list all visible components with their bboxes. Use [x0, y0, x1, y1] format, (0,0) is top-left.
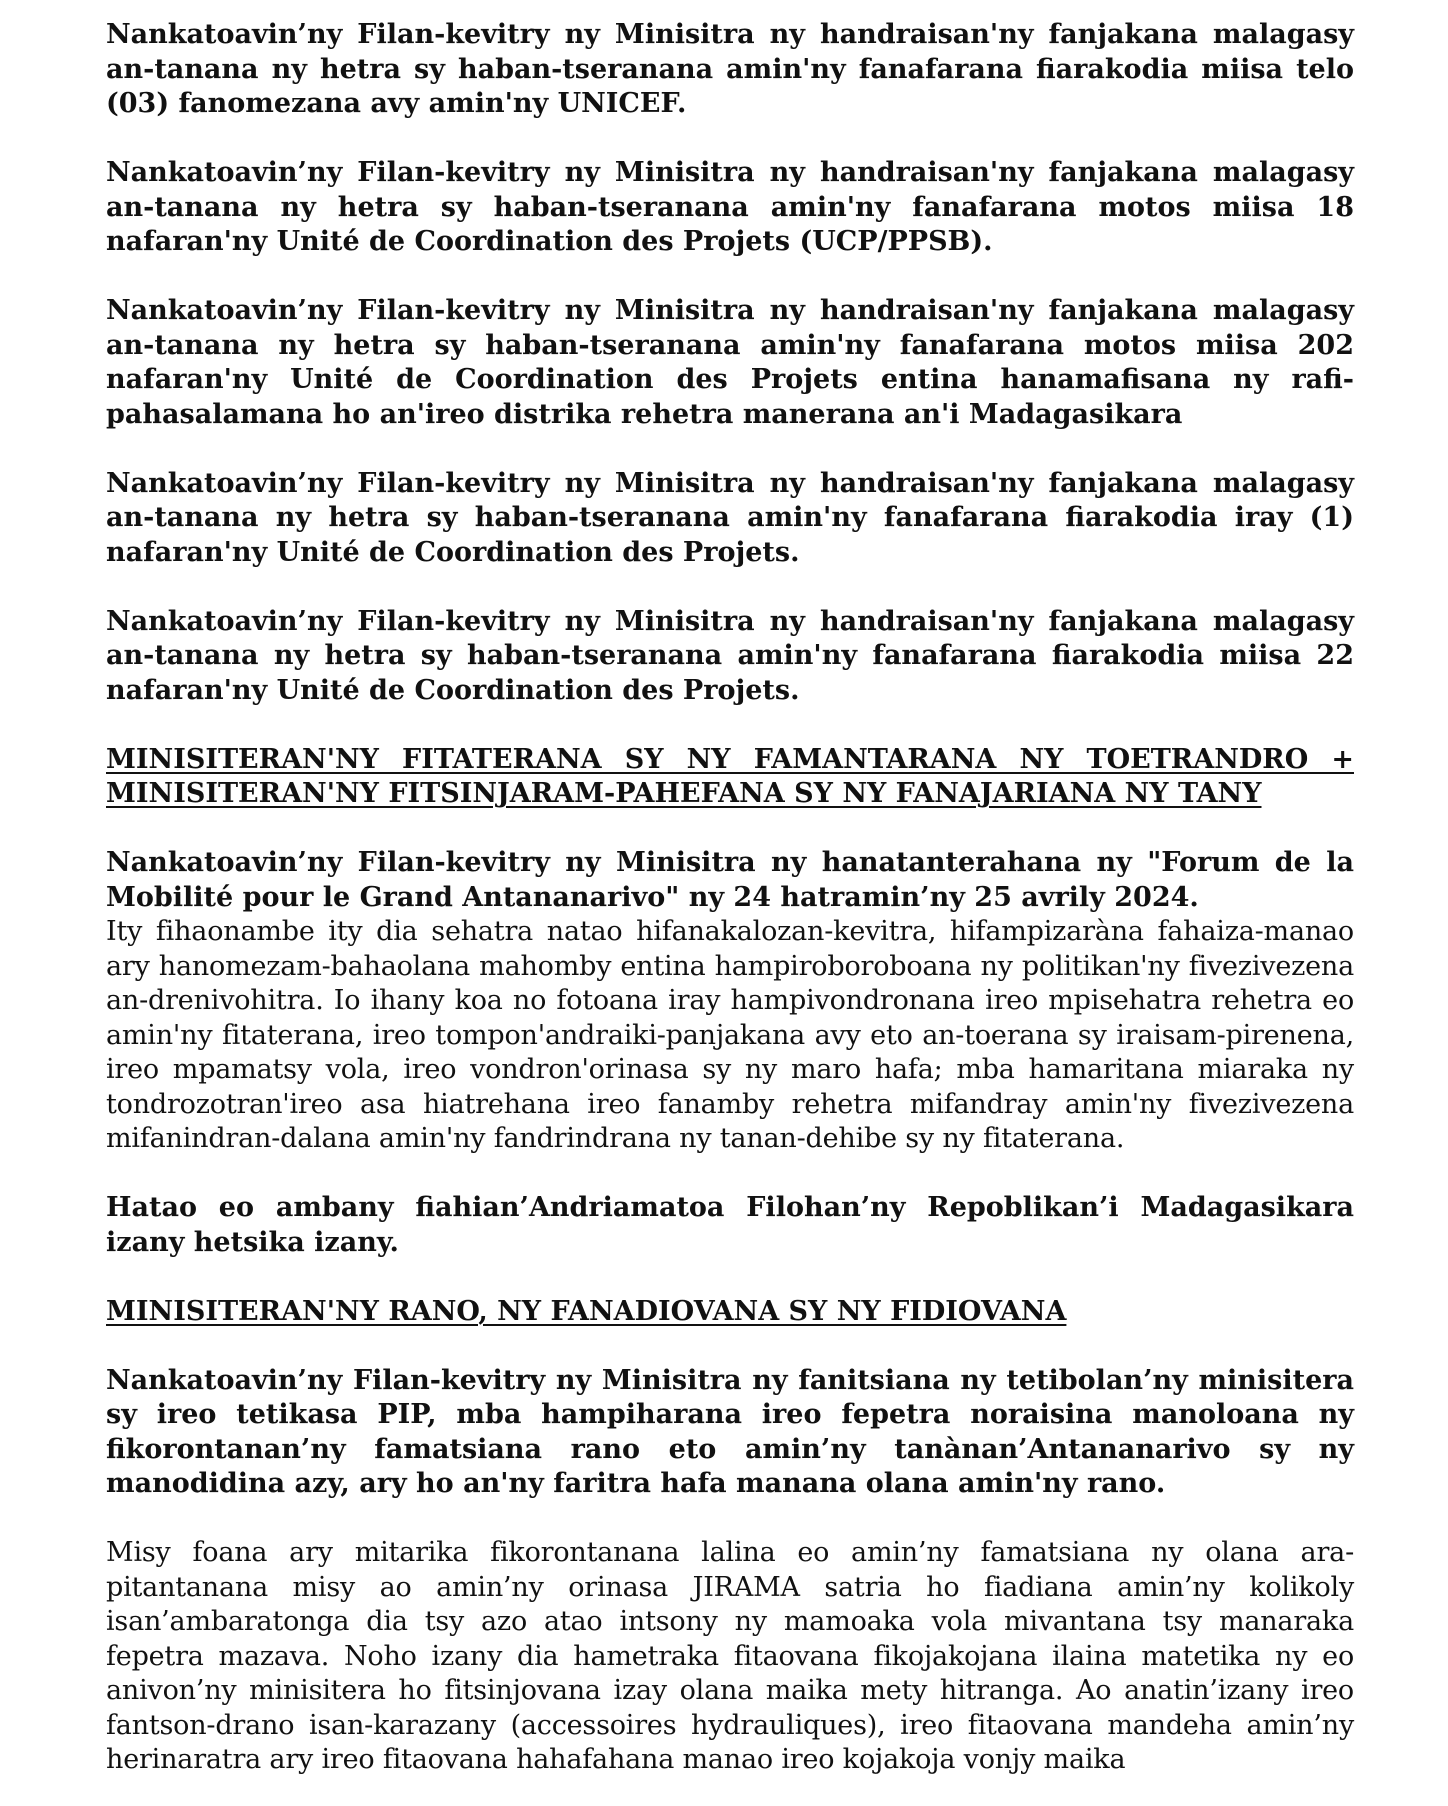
spacer: [106, 122, 1354, 157]
paragraph-ucp-motos-202: Nankatoavin’ny Filan-kevitry ny Minisitra ny handraisan'ny fanjakana malagasy an-tanana ny hetra sy haban-tseranana amin'ny fanafarana motos miisa 202 nafaran'ny Unité de Coordination des Projets entina hanamafisana ny rafi-pahasalamana ho an'ireo distrika rehetra manerana an'i Madagasikara: [106, 295, 1354, 430]
section-heading-water: MINISITERAN'NY RANO, NY FANADIOVANA SY NY FIDIOVANA: [106, 1295, 1067, 1327]
spacer: [106, 260, 1354, 295]
paragraph-forum-description: Ity fihaonambe ity dia sehatra natao hifanakalozan-kevitra, hifampizaràna fahaiza-manao ary hanomezam-bahaolana mahomby entina hampiroboroboana ny politikan'ny fivezivezena an-drenivohitra. Io ihany koa no fotoana iray hampivondronana ireo mpisehatra rehetra eo amin'ny fitaterana, ireo tompon'andraiki-panjakana avy eto an-toerana sy iraisam-pirenena, ireo mpamatsy vola, ireo vondron'orinasa sy ny maro hafa; mba hamaritana miaraka ny tondrozotran'ireo asa hiatrehana ireo fanamby rehetra mifandray amin'ny fivezivezena mifanindran-dalana amin'ny fandrindrana ny tanan-dehibe sy ny fitaterana.: [106, 916, 1354, 1154]
paragraph-mobility-forum: Nankatoavin’ny Filan-kevitry ny Minisitra ny hanatanterahana ny "Forum de la Mobilité pour le Grand Antananarivo" ny 24 hatramin’ny 25 avrily 2024.: [106, 847, 1354, 913]
document-page: [106, 18, 1354, 1778]
paragraph-jirama-issues: Misy foana ary mitarika fikorontanana lalina eo amin’ny famatsiana ny olana ara-pitantanana misy ao amin’ny orinasa JIRAMA satria ho fiadiana amin’ny kolikoly isan’ambaratonga dia tsy azo atao intsony ny mamoaka vola mivantana tsy manaraka fepetra mazava. Noho izany dia hametraka fitaovana fikojakojana ilaina matetika ny eo anivon’ny minisitera ho fitsinjovana izay olana maika mety hitranga. Ao anatin’izany ireo fantson-drano isan-karazany (accessoires hydrauliques), ireo fitaovana mandeha amin’ny herinaratra ary ireo fitaovana hahafahana manao ireo kojakoja vonjy maika: [106, 1537, 1354, 1775]
paragraph-budget-revision: Nankatoavin’ny Filan-kevitry ny Minisitra ny fanitsiana ny tetibolan’ny minisitera sy ireo tetikasa PIP, mba hampiharana ireo fepetra noraisina manoloana ny fikorontanan’ny famatsiana rano eto amin’ny tanànan’Antananarivo sy ny manodidina azy, ary ho an'ny faritra hafa manana olana amin'ny rano.: [106, 1364, 1354, 1499]
spacer: [106, 1157, 1354, 1192]
section-heading-transport: MINISITERAN'NY FITATERANA SY NY FAMANTARANA NY TOETRANDRO + MINISITERAN'NY FITSINJARAM-PAHEFANA SY NY FANAJARIANA NY TANY: [106, 743, 1354, 809]
spacer: [106, 1502, 1354, 1537]
spacer: [106, 432, 1354, 467]
paragraph-presidential-patronage: Hatao eo ambany fiahian’Andriamatoa Filohan’ny Repoblikan’i Madagasikara izany hetsika izany.: [106, 1192, 1354, 1258]
paragraph-ucp-vehicles-22: Nankatoavin’ny Filan-kevitry ny Minisitra ny handraisan'ny fanjakana malagasy an-tanana ny hetra sy haban-tseranana amin'ny fanafarana fiarakodia miisa 22 nafaran'ny Unité de Coordination des Projets.: [106, 605, 1354, 706]
paragraph-unicef-vehicles: Nankatoavin’ny Filan-kevitry ny Minisitra ny handraisan'ny fanjakana malagasy an-tanana ny hetra sy haban-tseranana amin'ny fanafarana fiarakodia miisa telo (03) fanomezana avy amin'ny UNICEF.: [106, 19, 1354, 119]
paragraph-ucp-vehicle-1: Nankatoavin’ny Filan-kevitry ny Minisitra ny handraisan'ny fanjakana malagasy an-tanana ny hetra sy haban-tseranana amin'ny fanafarana fiarakodia iray (1) nafaran'ny Unité de Coordination des Projets.: [106, 467, 1354, 568]
spacer: [106, 708, 1354, 743]
spacer: [106, 570, 1354, 605]
spacer: [106, 812, 1354, 847]
spacer: [106, 1329, 1354, 1364]
paragraph-ucp-motos-18: Nankatoavin’ny Filan-kevitry ny Minisitra ny handraisan'ny fanjakana malagasy an-tanana ny hetra sy haban-tseranana amin'ny fanafarana motos miisa 18 nafaran'ny Unité de Coordination des Projets (UCP/PPSB).: [106, 157, 1354, 257]
spacer: [106, 1260, 1354, 1295]
